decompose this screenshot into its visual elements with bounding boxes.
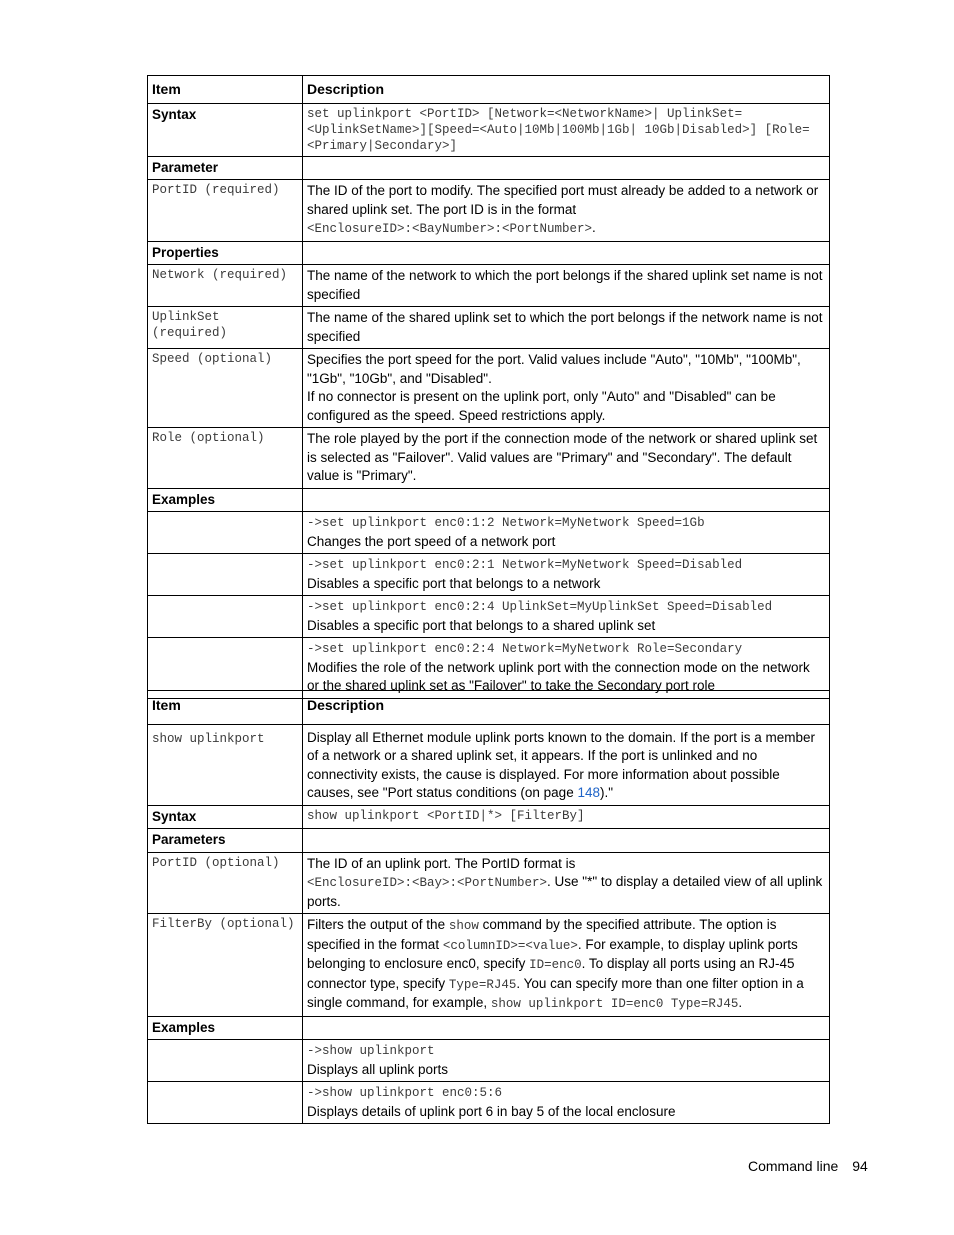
filterby-code: <columnID>=<value> bbox=[442, 938, 578, 953]
speed-description bbox=[303, 349, 830, 428]
empty-cell bbox=[303, 241, 830, 265]
command-row bbox=[148, 724, 830, 805]
role-description: The role played by the port if the connection mode of the network or shared uplink set is selected as "Failover". Valid values are "Primary" and "Secondary". The default value is "Primary". bbox=[303, 428, 830, 489]
example-command: ->set uplinkport enc0:1:2 Network=MyNetwork Speed=1Gb bbox=[307, 516, 705, 530]
role-row bbox=[148, 428, 830, 489]
properties-section-row bbox=[148, 241, 830, 265]
example-text: Disables a specific port that belongs to a shared uplink set bbox=[307, 617, 656, 633]
page-number: 94 bbox=[852, 1158, 868, 1174]
examples-section-row bbox=[148, 488, 830, 512]
uplinkset-row bbox=[148, 307, 830, 349]
command-description bbox=[303, 724, 830, 805]
examples-section-label: Examples bbox=[148, 1016, 303, 1040]
example-command: ->set uplinkport enc0:2:4 Network=MyNetwork Role=Secondary bbox=[307, 642, 743, 656]
example-text: Changes the port speed of a network port bbox=[307, 533, 556, 549]
filterby-text: . For example, to display uplink ports belonging to enclosure enc0, specify bbox=[307, 936, 798, 971]
speed-label: Speed (optional) bbox=[148, 349, 303, 428]
page-footer bbox=[748, 1158, 868, 1174]
network-row bbox=[148, 265, 830, 307]
example-text: Disables a specific port that belongs to a network bbox=[307, 575, 601, 591]
filterby-text: . You can specify more than one filter option in a single command, for example, bbox=[307, 975, 804, 1010]
network-description: The name of the network to which the port belongs if the shared uplink set name is not specified bbox=[303, 265, 830, 307]
properties-section-label: Properties bbox=[148, 241, 303, 265]
examples-section-label: Examples bbox=[148, 488, 303, 512]
portid-label: PortID (required) bbox=[148, 180, 303, 242]
example-text: Displays details of uplink port 6 in bay 5 of the local enclosure bbox=[307, 1103, 676, 1119]
filterby-code: show bbox=[448, 919, 479, 933]
examples-section-row bbox=[148, 1016, 830, 1040]
example-command: ->set uplinkport enc0:2:4 UplinkSet=MyUplinkSet Speed=Disabled bbox=[307, 600, 773, 614]
syntax-row bbox=[148, 805, 830, 829]
header-description: Description bbox=[303, 76, 830, 104]
example-row bbox=[148, 512, 830, 554]
empty-cell bbox=[148, 554, 303, 596]
example-command: ->show uplinkport bbox=[307, 1044, 435, 1058]
header-item: Item bbox=[148, 76, 303, 104]
show-uplinkport-table bbox=[147, 690, 830, 1124]
portid-format-code: <EnclosureID>:<Bay>:<PortNumber> bbox=[307, 876, 548, 890]
example-row bbox=[148, 1040, 830, 1082]
syntax-value: show uplinkport <PortID|*> [FilterBy] bbox=[303, 805, 830, 829]
example-cell bbox=[303, 596, 830, 638]
syntax-label: Syntax bbox=[148, 805, 303, 829]
portid-label: PortID (optional) bbox=[148, 852, 303, 914]
portid-row bbox=[148, 180, 830, 242]
example-row bbox=[148, 596, 830, 638]
speed-text-2: If no connector is present on the uplink port, only "Auto" and "Disabled" can be configured as the speed. Speed restrictions apply. bbox=[307, 389, 776, 423]
syntax-row bbox=[148, 103, 830, 156]
speed-row bbox=[148, 349, 830, 428]
portid-text-1: The ID of an uplink port. The PortID format is bbox=[307, 855, 576, 871]
example-cell bbox=[303, 638, 830, 699]
empty-cell bbox=[148, 512, 303, 554]
filterby-code: Type=RJ45 bbox=[448, 977, 517, 992]
set-uplinkport-table bbox=[147, 75, 830, 699]
page-link[interactable]: 148 bbox=[577, 785, 600, 800]
empty-cell bbox=[148, 596, 303, 638]
example-row bbox=[148, 554, 830, 596]
filterby-text: . bbox=[738, 995, 743, 1010]
parameters-section-row bbox=[148, 829, 830, 853]
empty-cell bbox=[148, 638, 303, 699]
command-text: Display all Ethernet module uplink ports known to the domain. If the port is a member of a network or a shared uplink set, it appears. If the port is unlinked and no connectivity exists, the cause is displayed. For more information about possible causes, see "Port status conditions (on page bbox=[307, 729, 816, 800]
filterby-code: ID=enc0 bbox=[529, 958, 582, 972]
filterby-row bbox=[148, 914, 830, 1017]
role-label: Role (optional) bbox=[148, 428, 303, 489]
empty-cell bbox=[303, 488, 830, 512]
empty-cell bbox=[148, 1040, 303, 1082]
footer-section: Command line bbox=[748, 1158, 839, 1174]
portid-text: The ID of the port to modify. The specified port must already be added to a network or shared uplink set. The port ID is in the format bbox=[307, 183, 819, 217]
network-label: Network (required) bbox=[148, 265, 303, 307]
parameter-section-label: Parameter bbox=[148, 156, 303, 180]
filterby-description bbox=[303, 914, 830, 1017]
filterby-label: FilterBy (optional) bbox=[148, 914, 303, 1017]
example-cell bbox=[303, 512, 830, 554]
table-header-row bbox=[148, 76, 830, 104]
empty-cell bbox=[303, 1016, 830, 1040]
command-text-tail: )." bbox=[599, 785, 614, 800]
portid-row bbox=[148, 852, 830, 914]
speed-text-1: Specifies the port speed for the port. Valid values include "Auto", "10Mb", "100Mb", "1Gb", "10Gb", and "Disabled". bbox=[307, 352, 801, 386]
header-item: Item bbox=[148, 691, 303, 725]
command-label: show uplinkport bbox=[148, 724, 303, 805]
portid-format-code: <EnclosureID>:<BayNumber>:<PortNumber>. bbox=[307, 220, 596, 236]
filterby-text: command by the specified attribute. The option is specified in the format bbox=[307, 917, 777, 952]
portid-description bbox=[303, 180, 830, 242]
syntax-value: set uplinkport <PortID> [Network=<NetworkName>| UplinkSet=<UplinkSetName>][Speed=<Auto|10Mb|100Mb|1Gb| 10Gb|Disabled>] [Role=<Primary|Secondary>] bbox=[303, 103, 830, 156]
example-command: ->set uplinkport enc0:2:1 Network=MyNetwork Speed=Disabled bbox=[307, 558, 743, 572]
example-cell bbox=[303, 1082, 830, 1124]
parameter-section-row bbox=[148, 156, 830, 180]
empty-cell bbox=[303, 156, 830, 180]
example-cell bbox=[303, 554, 830, 596]
header-description: Description bbox=[303, 691, 830, 725]
syntax-label: Syntax bbox=[148, 103, 303, 156]
parameters-section-label: Parameters bbox=[148, 829, 303, 853]
uplinkset-description: The name of the shared uplink set to which the port belongs if the network name is not specified bbox=[303, 307, 830, 349]
example-cell bbox=[303, 1040, 830, 1082]
example-row bbox=[148, 638, 830, 699]
example-row bbox=[148, 1082, 830, 1124]
filterby-text: . To display all ports using an RJ-45 connector type, specify bbox=[307, 956, 795, 991]
uplinkset-label: UplinkSet (required) bbox=[148, 307, 303, 349]
table-header-row bbox=[148, 691, 830, 725]
example-command: ->show uplinkport enc0:5:6 bbox=[307, 1086, 503, 1100]
example-text: Modifies the role of the network uplink port with the connection mode on the network or the shared uplink set as "Failover" to take the Secondary port role bbox=[307, 659, 810, 693]
example-text: Displays all uplink ports bbox=[307, 1061, 449, 1077]
filterby-text: Filters the output of the bbox=[307, 917, 449, 932]
filterby-code: show uplinkport ID=enc0 Type=RJ45 bbox=[490, 997, 739, 1011]
portid-description bbox=[303, 852, 830, 914]
portid-text-2: . Use "*" to display a detailed view of all uplink ports. bbox=[307, 874, 823, 909]
empty-cell bbox=[303, 829, 830, 853]
empty-cell bbox=[148, 1082, 303, 1124]
